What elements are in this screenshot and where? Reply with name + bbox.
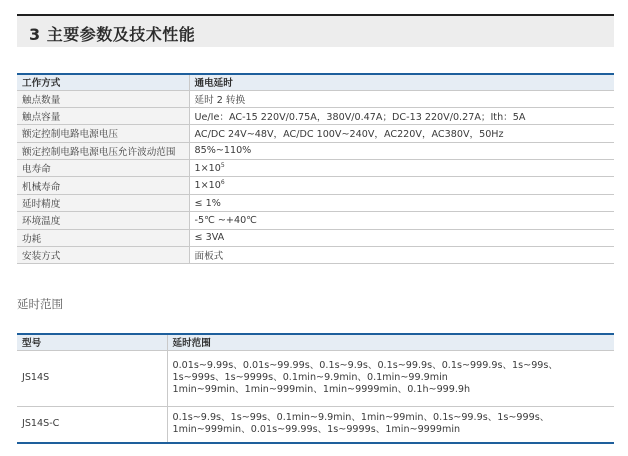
param-key: 环境温度 bbox=[17, 212, 189, 229]
param-key: 额定控制电路电源电压 bbox=[17, 125, 189, 142]
range-cell bbox=[167, 406, 614, 443]
param-value: 延时 2 转换 bbox=[189, 90, 614, 107]
table-row bbox=[17, 194, 614, 211]
table-row bbox=[17, 142, 614, 159]
param-key: 电寿命 bbox=[17, 160, 189, 177]
table-row bbox=[17, 212, 614, 229]
delay-range-table bbox=[17, 333, 614, 444]
model-cell: JS14S-C bbox=[17, 406, 167, 443]
range-table-header bbox=[17, 334, 614, 350]
header-cell-mode: 工作方式 bbox=[17, 74, 189, 90]
table-row bbox=[17, 125, 614, 142]
header-cell-range: 延时范围 bbox=[167, 334, 614, 350]
range-caption: 延时范围 bbox=[17, 297, 63, 311]
param-key: 机械寿命 bbox=[17, 177, 189, 194]
table-row bbox=[17, 177, 614, 194]
range-cell bbox=[167, 350, 614, 406]
param-value: 1×10 bbox=[194, 180, 221, 192]
range-line: 1s~999s、1s~9999s、0.1min~9.9min、0.1min~99.9min bbox=[172, 371, 448, 383]
table-row bbox=[17, 107, 614, 124]
param-value: 85%~110% bbox=[189, 142, 614, 159]
range-line: 1min~999min、0.01s~99.99s、1s~9999s、1min~9999min bbox=[172, 424, 461, 436]
param-key: 延时精度 bbox=[17, 194, 189, 211]
table-row bbox=[17, 90, 614, 107]
range-line: 0.1s~9.9s、1s~99s、0.1min~9.9min、1min~99min、0.1s~99.9s、1s~999s、 bbox=[172, 411, 550, 423]
table-row bbox=[17, 229, 614, 246]
param-value-cell bbox=[189, 160, 614, 177]
range-line: 1min~99min、1min~999min、1min~9999min、0.1h~999.9h bbox=[172, 384, 471, 396]
param-value: Ue/Ie：AC-15 220V/0.75A，380V/0.47A；DC-13 220V/0.27A；Ith：5A bbox=[189, 107, 614, 124]
param-key: 安装方式 bbox=[17, 247, 189, 264]
table-row bbox=[17, 350, 614, 406]
header-cell-mode-value: 通电延时 bbox=[189, 74, 614, 90]
param-key: 触点容量 bbox=[17, 107, 189, 124]
param-value-cell bbox=[189, 177, 614, 194]
parameters-table bbox=[17, 73, 614, 264]
param-exponent: 6 bbox=[220, 179, 225, 187]
param-value: -5℃ ~+40℃ bbox=[189, 212, 614, 229]
param-exponent: 5 bbox=[220, 161, 225, 169]
table-row bbox=[17, 406, 614, 443]
section-header bbox=[17, 14, 614, 47]
table-row bbox=[17, 160, 614, 177]
param-value: ≤ 1% bbox=[189, 194, 614, 211]
param-value: AC/DC 24V~48V，AC/DC 100V~240V，AC220V，AC380V，50Hz bbox=[189, 125, 614, 142]
section-title: 3 主要参数及技术性能 bbox=[29, 25, 196, 44]
param-value: ≤ 3VA bbox=[189, 229, 614, 246]
param-value: 1×10 bbox=[194, 162, 221, 174]
param-key: 触点数量 bbox=[17, 90, 189, 107]
table-row bbox=[17, 247, 614, 264]
model-cell: JS14S bbox=[17, 350, 167, 406]
parameters-table-header bbox=[17, 74, 614, 90]
header-cell-model: 型号 bbox=[17, 334, 167, 350]
range-line: 0.01s~9.99s、0.01s~99.99s、0.1s~9.9s、0.1s~99.9s、0.1s~999.9s、1s~99s、 bbox=[172, 359, 558, 371]
param-key: 功耗 bbox=[17, 229, 189, 246]
param-value: 面板式 bbox=[189, 247, 614, 264]
param-key: 额定控制电路电源电压允许波动范围 bbox=[17, 142, 189, 159]
